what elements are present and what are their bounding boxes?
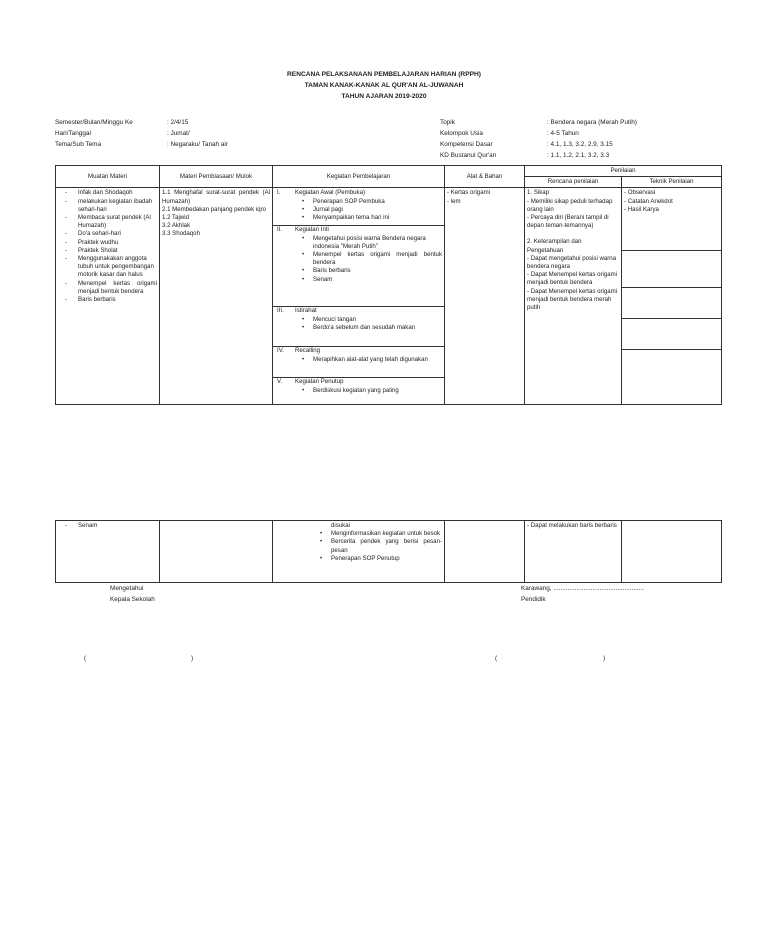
info-value: : Jumat/ <box>167 130 190 137</box>
kegiatan-cell <box>273 521 445 583</box>
header-kegiatan: Kegiatan Pembelajaran <box>273 166 445 188</box>
list-item: - Menggunakakan anggota tubuh untuk pengembangan motorik kasar dan halus <box>78 255 157 280</box>
info-value: : Bendera negara (Merah Putih) <box>547 119 637 126</box>
kegiatan-section <box>275 189 442 225</box>
alat-cell <box>445 521 525 583</box>
list-item: • Senam <box>313 276 442 284</box>
list-item: - Do'a sehari-hari <box>78 230 157 238</box>
signature-bracket-close: ) <box>603 655 606 662</box>
section-number: IV. <box>277 347 284 355</box>
rencana-line: 1. Sikap <box>527 189 550 197</box>
doc-title: RENCANA PELAKSANAAN PEMBELAJARAN HARIAN (RPPH) <box>287 71 481 78</box>
rencana-line: - Percaya diri (Berani tampil di depan teman-temannya) <box>527 214 609 230</box>
rencana-line: - Memiliki sikap peduli terhadap orang lain <box>527 197 613 213</box>
materi-item: 1.1 Menghafal surat-surat pendek (Al Humazah) <box>162 189 270 205</box>
list-item: • Bercerita pendek yang berisi pesan-pesan <box>331 538 442 554</box>
teknik-item: - Hasil Karya <box>624 205 659 213</box>
list-item: • Menginformasikan kegiatan untuk besok <box>331 530 442 538</box>
pendidik-label: Pendidik <box>521 596 546 603</box>
materi-item: 2.1 Membedakan panjang pendek iqro <box>162 205 267 213</box>
list-item: • Penerapan SOP Penutup <box>331 555 442 563</box>
list-item: - Menempel kertas origami menjadi bentuk bendera <box>78 280 157 296</box>
list-item: - Baris berbaris <box>78 296 157 304</box>
materi-item: 1.2 Tajwid <box>162 214 189 222</box>
materi-cell <box>160 521 273 583</box>
rpph-table-continued <box>55 520 722 583</box>
header-teknik: Teknik Penilaian <box>622 177 722 188</box>
school-name: TAMAN KANAK-KANAK AL QUR'AN AL-JUWANAH <box>304 82 464 89</box>
header-rencana: Rencana penilaian <box>525 177 622 188</box>
list-item: - Infak dan Shodaqoh <box>78 189 157 197</box>
section-number: I. <box>277 189 281 197</box>
alat-item: - Kertas origami <box>447 189 491 197</box>
list-item: - melakukan kegiatan ibadah sehari-hari <box>78 198 157 214</box>
info-value: : Negaraku/ Tanah air <box>167 141 228 148</box>
materi-item: 3.3 Shodaqoh <box>162 230 200 238</box>
list-item: - Praktek Sholat <box>78 247 157 255</box>
section-title: Kegiatan Inti <box>295 226 329 234</box>
info-label: Topik <box>440 119 455 126</box>
place-date: Karawang, ................................................... <box>521 585 644 592</box>
info-label: KD Bustanul Qur'an <box>440 152 497 159</box>
info-value: : 2/4/15 <box>167 119 189 126</box>
signature-bracket-open: ( <box>84 655 87 662</box>
kepala-sekolah-label: Kepala Sekolah <box>110 596 155 603</box>
signature-bracket-close: ) <box>191 655 194 662</box>
list-item: • Menyampaikan tema hari ini <box>313 214 442 222</box>
section-title: Istirahat <box>295 307 317 315</box>
section-title: Recalling <box>295 347 321 355</box>
kegiatan-cell <box>273 188 445 405</box>
alat-cell <box>445 188 525 405</box>
info-label: Kelompok Usia <box>440 130 483 137</box>
section-number: V. <box>277 378 283 386</box>
teknik-item: - Catatan Anekdot <box>624 197 673 205</box>
muatan-cell <box>56 521 160 583</box>
teknik-item: - Observasi <box>624 189 656 197</box>
rencana-cell <box>525 188 622 405</box>
rencana-line: - Dapat Menempel kertas origami menjadi bentuk bendera <box>527 271 618 287</box>
info-value: : 4.1, 1.3, 3.2, 2.9, 3.15 <box>547 141 613 148</box>
kegiatan-section <box>275 307 442 346</box>
info-value: : 4-5 Tahun <box>547 130 579 137</box>
list-item: • Jurnal pagi <box>313 206 442 214</box>
materi-cell <box>160 188 273 405</box>
info-label: Hari/Tanggal <box>55 130 91 137</box>
list-item: • Merapihkan alat-alat yang telah digunakan <box>313 356 442 364</box>
section-number: II. <box>277 226 283 234</box>
list-item: • Baris berbaris <box>313 267 442 275</box>
rencana-line: - Dapat mengetahui posisi warna bendera negara <box>527 254 617 271</box>
rpph-table <box>55 165 722 405</box>
list-item: • Mencuci tangan <box>313 316 442 324</box>
section-number: III. <box>277 307 284 315</box>
info-label: Tema/Sub Tema <box>55 141 102 148</box>
list-item: • Penerapan SOP Pembuka <box>313 198 442 206</box>
header-materi: Materi Pembiasaan/ Mulok <box>160 166 273 188</box>
alat-item: - lem <box>447 197 461 205</box>
mengetahui-label: Mengetahui <box>110 585 144 592</box>
list-item: - Membaca surat pendek (Al Humazah) <box>78 214 157 230</box>
school-year: TAHUN AJARAN 2019-2020 <box>341 93 427 100</box>
muatan-cell <box>56 188 160 405</box>
list-item: - Senam <box>78 522 157 530</box>
section-title: Kegiatan Penutup <box>295 378 344 386</box>
info-value: : 1.1, 1.2, 2.1, 3.2, 3.3 <box>547 152 610 159</box>
info-label: Semester/Bulan/Minggu Ke <box>55 119 133 126</box>
rencana-line: - Dapat Menempel kertas origami menjadi bentuk bendera merah putih <box>527 287 618 312</box>
kegiatan-section <box>275 226 442 306</box>
info-label: Kompetensi Dasar <box>440 141 493 148</box>
kegiatan-section <box>275 347 442 377</box>
materi-item: 3.2 Akhlak <box>162 222 191 230</box>
rencana-line: - Dapat melakukan baris berbaris <box>527 522 617 529</box>
rencana-line <box>527 230 619 238</box>
header-alat: Alat & Bahan <box>445 166 525 188</box>
list-item: • Mengetahui posisi warna Bendera negara indonesia "Merah Putih" <box>313 235 442 251</box>
rencana-cell <box>525 521 622 583</box>
signature-bracket-open: ( <box>495 655 498 662</box>
section-title: Kegiatan Awal (Pembuka) <box>295 189 366 197</box>
list-item: • Menempel kertas origami menjadi bentuk bendera <box>313 251 442 267</box>
rencana-line: 2. Keterampilan dan Pengetahuan <box>527 238 582 254</box>
list-item: • Berdiskusi kegiatan yang paling <box>313 387 442 395</box>
kegiatan-section <box>275 378 442 394</box>
teknik-cell <box>622 521 722 583</box>
header-penilaian: Penilaian <box>525 166 722 177</box>
list-item: disukai <box>331 522 350 529</box>
header-muatan: Muatan Materi <box>56 166 160 188</box>
teknik-cell <box>622 188 722 405</box>
list-item: - Praktek wudhu <box>78 239 157 247</box>
list-item: • Berdo'a sebelum dan sesudah makan <box>313 324 442 332</box>
